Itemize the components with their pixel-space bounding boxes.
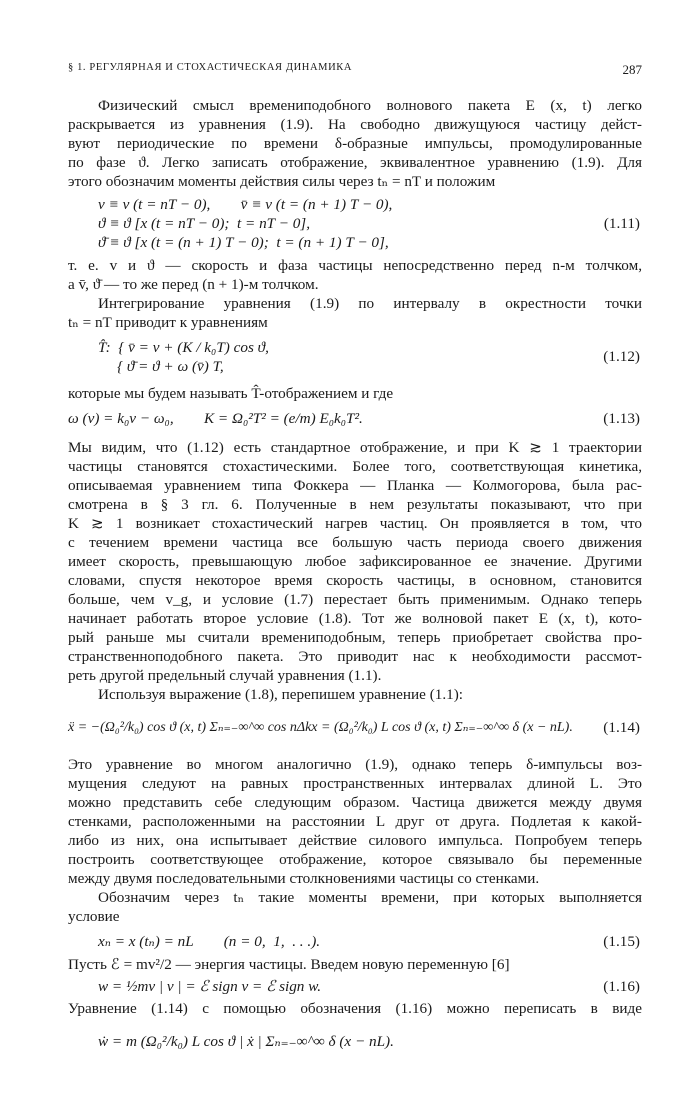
paragraph-8 bbox=[68, 888, 642, 926]
paragraph-5 bbox=[68, 438, 642, 685]
equation-text: ϑ̄ ≡ ϑ [x (t = (n + 1) T − 0); t = (n + 1) T − 0], bbox=[98, 234, 389, 251]
text-line: K ≳ 1 возникает стохастический нагрев частиц. Он проявляется в том, что bbox=[68, 515, 642, 532]
equation-text: ẇ = m (Ω₀²/k₀) L cos ϑ | ẋ | Σₙ₌₋∞^∞ δ (x − nL). bbox=[98, 1033, 394, 1050]
text-line: с течением времени частица все большую часть периода своего движения bbox=[68, 534, 642, 551]
text-line: между двумя последовательными столкновениями частицы со стенками. bbox=[68, 870, 540, 887]
equation-text: ϑ ≡ ϑ [x (t = nT − 0); t = nT − 0], bbox=[98, 215, 310, 232]
text-line: мущения следуют на равных пространственных интервалах длиной L. Это bbox=[68, 775, 642, 792]
text-line: Пусть ℰ = mv²/2 — энергия частицы. Введем новую переменную [6] bbox=[68, 956, 510, 973]
text-line: имеет скорость, превышающую любое зафиксированное ее значение. Другими bbox=[68, 553, 642, 570]
text-line: реть другой предельный случай уравнения (1.1). bbox=[68, 667, 382, 684]
text-line: вуют периодические по времени δ-образные импульсы, промодулированные bbox=[68, 135, 642, 152]
equation-1-11 bbox=[68, 195, 642, 252]
text-line: больше, чем v_g, и условие (1.7) перестает быть применимым. Однако теперь bbox=[68, 591, 642, 608]
equation-text: v ≡ v (t = nT − 0), v̄ ≡ v (t = (n + 1) T − 0), bbox=[98, 196, 393, 213]
equation-line bbox=[68, 338, 642, 357]
text-line: смотрена в § 3 гл. 6. Полученные в нем результаты показывают, что при bbox=[68, 496, 642, 513]
text-line: стенками, расположенными на расстоянии L друг от друга. Подлетая к какой- bbox=[68, 813, 642, 830]
paragraph-10 bbox=[68, 999, 642, 1018]
text-line: начинает работать второе условие (1.8). Тот же волновой пакет E (x, t), кото- bbox=[68, 610, 642, 627]
text-line: либо из них, она испытывает действие силового импульса. Попробуем теперь bbox=[68, 832, 642, 849]
equation-1-12 bbox=[68, 338, 642, 376]
equation-1-13 bbox=[68, 409, 642, 428]
text-line: Интегрирование уравнения (1.9) по интервалу в окрестности точки bbox=[98, 295, 642, 312]
text-line: Используя выражение (1.8), перепишем уравнение (1.1): bbox=[98, 686, 464, 703]
paragraph-7 bbox=[68, 755, 642, 888]
text-line: частицы становятся стохастическими. Более того, соответствующая кинетика, bbox=[68, 458, 642, 475]
text-line: словами, спустя некоторое время скорость частицы, в основном, становится bbox=[68, 572, 642, 589]
equation-text: ẍ = −(Ω₀²/k₀) cos ϑ (x, t) Σₙ₌₋∞^∞ cos nΔkx = (Ω₀²/k₀) L cos ϑ (x, t) Σₙ₌₋∞^∞ δ (x − nL). bbox=[68, 720, 573, 735]
paragraph-9 bbox=[68, 955, 642, 974]
text-line: странственноподобного пакета. Это приводит нас к необходимости рассмот- bbox=[68, 648, 642, 665]
equation-1-16 bbox=[68, 977, 642, 996]
equation-text: { ϑ̄ = ϑ + ω (v̄) T, bbox=[98, 358, 224, 375]
paragraph-1 bbox=[68, 96, 642, 191]
text-line: которые мы будем называть T̂-отображением и где bbox=[68, 385, 394, 402]
equation-text: xₙ = x (tₙ) = nL (n = 0, 1, . . .). bbox=[98, 933, 321, 950]
text-line: раскрывается из уравнения (1.9). На свободно движущуюся частицу дейст- bbox=[68, 116, 642, 133]
text-line: можно представить себе следующим образом. Частица движется между двумя bbox=[68, 794, 642, 811]
text-line: т. е. v и ϑ — скорость и фаза частицы непосредственно перед n-м толчком, bbox=[68, 257, 642, 274]
equation-line bbox=[68, 233, 642, 252]
paragraph-4 bbox=[68, 384, 642, 403]
paragraph-2 bbox=[68, 256, 642, 294]
text-line: tₙ = nT приводит к уравнениям bbox=[68, 314, 268, 331]
equation-1-15 bbox=[68, 932, 642, 951]
equation-final bbox=[68, 1032, 642, 1051]
equation-number: (1.16) bbox=[603, 978, 640, 995]
text-line: этого обозначим моменты действия силы через tₙ = nT и положим bbox=[68, 173, 496, 190]
text-line: построить соответствующее отображение, которое связывало бы переменные bbox=[68, 851, 642, 868]
section-title: § 1. РЕГУЛЯРНАЯ И СТОХАСТИЧЕСКАЯ ДИНАМИКА bbox=[68, 62, 353, 73]
equation-line bbox=[68, 214, 642, 233]
text-line: Это уравнение во многом аналогично (1.9), однако теперь δ-импульсы воз- bbox=[68, 756, 642, 773]
equation-line bbox=[68, 348, 642, 376]
equation-number: (1.11) bbox=[603, 215, 640, 232]
equation-number: (1.12) bbox=[603, 348, 640, 365]
text-line: Уравнение (1.14) с помощью обозначения (1.16) можно переписать в виде bbox=[68, 1000, 642, 1017]
equation-text: w = ½mv | v | = ℰ sign v = ℰ sign w. bbox=[98, 978, 321, 995]
text-line: Мы видим, что (1.12) есть стандартное отображение, и при K ≳ 1 траектории bbox=[68, 439, 642, 456]
equation-number: (1.14) bbox=[603, 719, 640, 736]
equation-number: (1.15) bbox=[603, 933, 640, 950]
text-line: условие bbox=[68, 908, 120, 925]
text-line: рый раньше мы считали времениподобным, теперь приобретает свойства про- bbox=[68, 629, 642, 646]
equation-1-14 bbox=[68, 718, 642, 737]
running-header bbox=[68, 62, 642, 84]
page bbox=[68, 62, 642, 1051]
equation-text: ω (v) = k₀v − ω₀, K = Ω₀²T² = (e/m) E₀k₀T². bbox=[68, 410, 363, 427]
text-line: по фазе ϑ. Легко записать отображение, эквивалентное уравнению (1.9). Для bbox=[68, 154, 642, 171]
equation-number: (1.13) bbox=[603, 410, 640, 427]
text-line: а v̄, ϑ̄ — то же перед (n + 1)-м толчком. bbox=[68, 276, 319, 293]
paragraph-6 bbox=[68, 685, 642, 704]
text-line: Обозначим через tₙ такие моменты времени, при которых выполняется bbox=[98, 889, 642, 906]
page-number: 287 bbox=[622, 62, 642, 77]
text-line: Физический смысл времениподобного волнового пакета E (x, t) легко bbox=[98, 97, 642, 114]
equation-text: T̂: { v̄ = v + (K / k₀T) cos ϑ, bbox=[98, 339, 269, 356]
equation-line bbox=[68, 195, 642, 214]
paragraph-3 bbox=[68, 294, 642, 332]
text-line: описываемая уравнением типа Фоккера — Планка — Колмогорова, была рас- bbox=[68, 477, 642, 494]
